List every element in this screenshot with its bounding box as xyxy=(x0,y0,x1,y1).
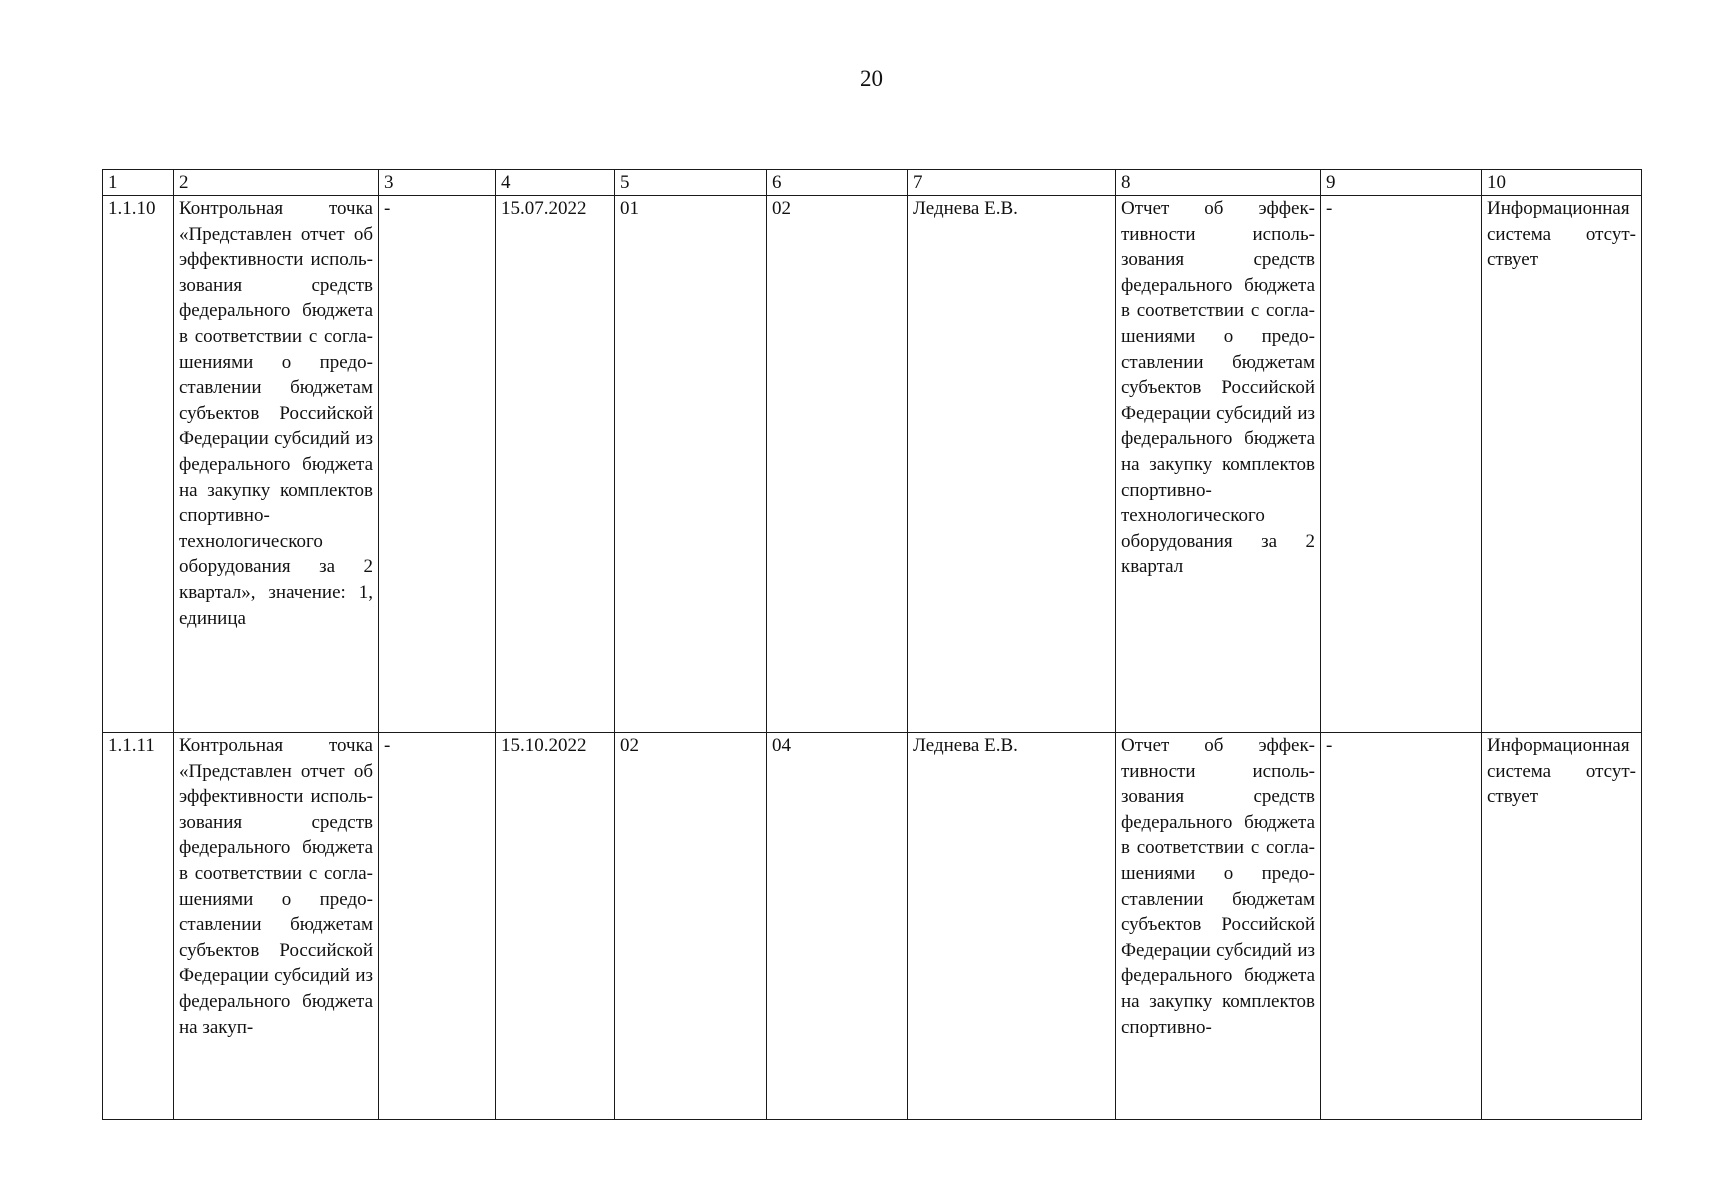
col3-cell: - xyxy=(379,196,496,733)
header-cell: 9 xyxy=(1321,170,1482,196)
header-cell: 4 xyxy=(496,170,615,196)
col5-cell: 01 xyxy=(615,196,767,733)
control-point-cell: Контрольная точка «Представлен отчет об эффективности использования средств федерального бюджета в соответствии с соглашениями о предоставлении бюджетам субъектов Российской Федерации субсидий из федерального бюджета на закупку комплектов спортивно-технологического оборудования за 2 квартал», значение: 1, единица xyxy=(174,196,379,733)
page-number: 20 xyxy=(860,66,883,91)
col9-cell: - xyxy=(1321,196,1482,733)
responsible-cell: Леднева Е.В. xyxy=(908,733,1116,1120)
header-cell: 7 xyxy=(908,170,1116,196)
col6-cell: 02 xyxy=(767,196,908,733)
date-cell: 15.10.2022 xyxy=(496,733,615,1120)
result-cell: Отчет об эффективности использования средств федерального бюджета в соответствии с соглашениями о предоставлении бюджетам субъектов Российской Федерации субсидий из федерального бюджета на закупку комплектов спортивно-технологического оборудования за 2 квартал xyxy=(1116,196,1321,733)
col6-cell: 04 xyxy=(767,733,908,1120)
header-cell: 2 xyxy=(174,170,379,196)
responsible-cell: Леднева Е.В. xyxy=(908,196,1116,733)
date-cell: 15.07.2022 xyxy=(496,196,615,733)
table-header-row xyxy=(103,170,1642,196)
col3-cell: - xyxy=(379,733,496,1120)
row-number-cell: 1.1.10 xyxy=(103,196,174,733)
col9-cell: - xyxy=(1321,733,1482,1120)
header-cell: 10 xyxy=(1482,170,1642,196)
header-cell: 5 xyxy=(615,170,767,196)
col5-cell: 02 xyxy=(615,733,767,1120)
result-cell: Отчет об эффективности использования средств федерального бюджета в соответствии с соглашениями о предоставлении бюджетам субъектов Российской Федерации субсидий из федерального бюджета на закупку комплектов спортивно- xyxy=(1116,733,1321,1120)
header-cell: 1 xyxy=(103,170,174,196)
table-row xyxy=(103,196,1642,733)
info-system-cell: Информационная система отсутствует xyxy=(1482,733,1642,1120)
plan-table xyxy=(102,169,1642,1120)
header-cell: 3 xyxy=(379,170,496,196)
table-row xyxy=(103,733,1642,1120)
control-point-cell: Контрольная точка «Представлен отчет об эффективности использования средств федерального бюджета в соответствии с соглашениями о предоставлении бюджетам субъектов Российской Федерации субсидий из федерального бюджета на закуп- xyxy=(174,733,379,1120)
header-cell: 8 xyxy=(1116,170,1321,196)
row-number-cell: 1.1.11 xyxy=(103,733,174,1120)
header-cell: 6 xyxy=(767,170,908,196)
info-system-cell: Информационная система отсутствует xyxy=(1482,196,1642,733)
